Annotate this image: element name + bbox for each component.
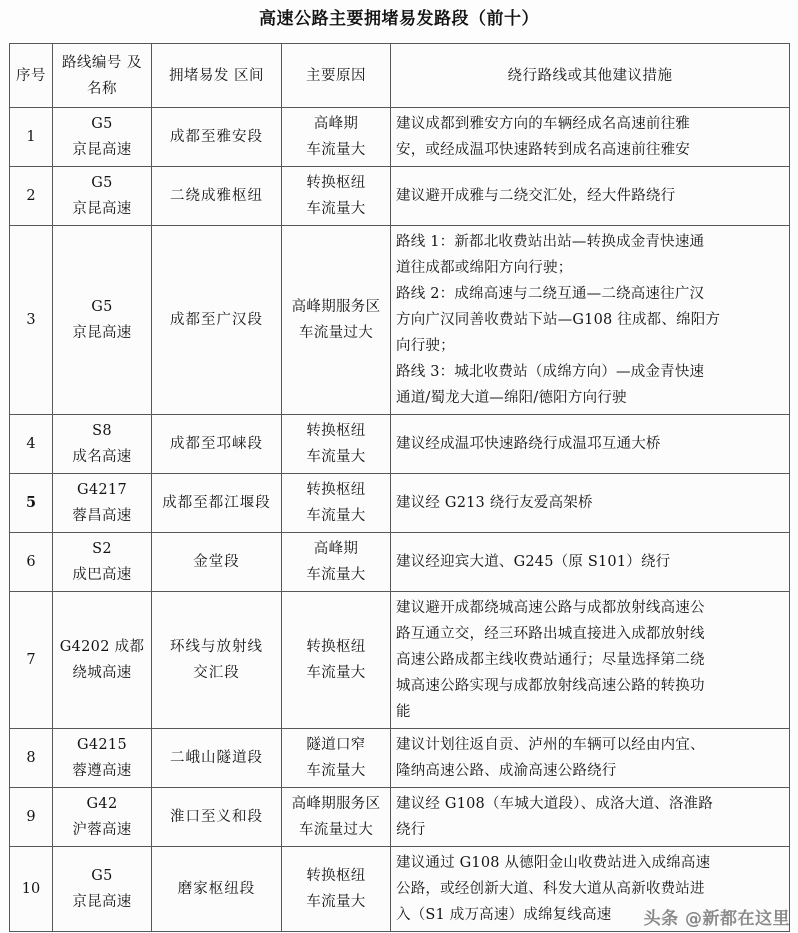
row-advice-line: 建议经 G108（车城大道段）、成洛大道、洛淮路 — [396, 796, 713, 812]
row-segment — [152, 592, 282, 729]
row-segment-text: 二峨山隧道段 — [170, 750, 263, 766]
row-advice-line: 入（S1 成万高速）成绵复线高速 — [396, 907, 612, 923]
row-advice — [391, 847, 790, 932]
row-route-name: 京昆高速 — [72, 325, 132, 341]
row-route-name: 蓉遵高速 — [72, 763, 132, 779]
table-body — [10, 108, 790, 932]
row-segment — [152, 474, 282, 533]
column-header-advice — [391, 44, 790, 108]
row-cause-line2: 车流量过大 — [299, 325, 373, 341]
row-advice — [391, 226, 790, 415]
row-cause-line1: 转换枢纽 — [306, 423, 366, 439]
row-segment — [152, 415, 282, 474]
row-route — [53, 108, 152, 167]
row-route-code: G42 — [86, 796, 118, 812]
row-cause-line1: 转换枢纽 — [306, 175, 366, 191]
row-index: 1 — [10, 108, 53, 167]
column-header-cause — [282, 44, 391, 108]
row-cause-line1: 高峰期 — [313, 116, 359, 132]
row-advice-line: 建议通过 G108 从德阳金山收费站进入成绵高速 — [396, 855, 711, 871]
row-segment-text: 磨家枢纽段 — [177, 881, 256, 897]
row-route — [53, 729, 152, 788]
row-cause — [282, 729, 391, 788]
column-header-segment-label-line2: 区间 — [234, 67, 265, 84]
table-row — [10, 415, 790, 474]
row-index: 10 — [10, 847, 53, 932]
row-advice-line: 路互通立交，经三环路出城直接进入成都放射线 — [396, 626, 705, 642]
row-index: 9 — [10, 788, 53, 847]
row-route-name: 成巴高速 — [72, 567, 132, 583]
page-title: 高速公路主要拥堵易发路段（前十） — [259, 9, 539, 29]
table-row — [10, 108, 790, 167]
row-cause-line1: 转换枢纽 — [306, 482, 366, 498]
table-row — [10, 167, 790, 226]
row-segment-text: 金堂段 — [193, 554, 240, 570]
row-segment-text: 成都至邛崃段 — [170, 436, 263, 452]
table-row — [10, 474, 790, 533]
row-route-code: G5 — [91, 116, 113, 132]
row-cause — [282, 788, 391, 847]
row-cause-line1: 转换枢纽 — [306, 639, 366, 655]
row-cause — [282, 533, 391, 592]
congestion-table-container — [9, 43, 789, 932]
column-header-index-label: 序号 — [16, 67, 46, 84]
row-advice-line: 绕行 — [396, 822, 426, 838]
row-segment — [152, 108, 282, 167]
row-route — [53, 847, 152, 932]
row-advice — [391, 108, 790, 167]
row-segment — [152, 167, 282, 226]
row-cause-line2: 车流量大 — [306, 894, 366, 910]
table-row — [10, 729, 790, 788]
row-advice-line: 高速公路成都主线收费站通行；尽量选择第二绕 — [396, 652, 705, 668]
row-advice — [391, 788, 790, 847]
row-route-name: 京昆高速 — [72, 201, 132, 217]
table-row — [10, 592, 790, 729]
row-advice-line: 公路，或经创新大道、科发大道从高新收费站进 — [396, 881, 705, 897]
row-advice-line: 城高速公路实现与成都放射线高速公路的转换功 — [396, 678, 705, 694]
row-route-code: G4215 — [77, 737, 127, 753]
row-advice-line: 路线 2：成绵高速与二绕互通—二绕高速往广汉 — [396, 286, 705, 302]
row-route — [53, 226, 152, 415]
row-cause-line2: 车流量大 — [306, 201, 366, 217]
row-segment — [152, 788, 282, 847]
row-cause — [282, 415, 391, 474]
row-index: 5 — [10, 474, 53, 533]
row-advice — [391, 415, 790, 474]
row-route-code: G5 — [91, 299, 113, 315]
row-cause — [282, 474, 391, 533]
row-route-name: 蓉昌高速 — [72, 508, 132, 524]
row-route-code: G4217 — [77, 482, 127, 498]
row-cause — [282, 226, 391, 415]
row-route-name: 京昆高速 — [72, 894, 132, 910]
row-route — [53, 474, 152, 533]
row-route-code: S8 — [92, 423, 112, 439]
row-advice — [391, 167, 790, 226]
row-index: 7 — [10, 592, 53, 729]
row-route-code: G4202 成都 — [59, 639, 145, 655]
column-header-index — [10, 44, 53, 108]
congestion-table — [9, 43, 790, 932]
row-cause-line2: 车流量过大 — [299, 822, 373, 838]
row-route — [53, 533, 152, 592]
row-cause-line2: 车流量大 — [306, 763, 366, 779]
column-header-route-label-line1: 路线编号 — [61, 54, 122, 71]
row-advice-line: 建议计划往返自贡、泸州的车辆可以经由内宜、 — [396, 737, 705, 753]
row-index: 2 — [10, 167, 53, 226]
row-cause — [282, 847, 391, 932]
column-header-segment-label-line1: 拥堵易发 — [168, 67, 229, 84]
row-advice-line: 建议经成温邛快速路绕行成温邛互通大桥 — [396, 436, 661, 452]
row-route-code: G5 — [91, 868, 113, 884]
row-cause-line2: 车流量大 — [306, 142, 366, 158]
row-route-code: S2 — [92, 541, 112, 557]
row-segment-line2: 交汇段 — [193, 665, 240, 681]
row-segment — [152, 729, 282, 788]
row-route-code: G5 — [91, 175, 113, 191]
column-header-advice-label: 绕行路线或其他建议措施 — [507, 67, 673, 84]
row-advice-line: 方向广汉同善收费站下站—G108 往成都、绵阳方 — [396, 312, 721, 328]
watermark: 头条 @新都在这里 — [643, 909, 790, 929]
row-cause-line2: 车流量大 — [306, 508, 366, 524]
row-route — [53, 788, 152, 847]
row-advice-line: 安，或经成温邛快速路转到成名高速前往雅安 — [396, 142, 690, 158]
row-segment — [152, 847, 282, 932]
table-row — [10, 533, 790, 592]
table-row — [10, 788, 790, 847]
row-route-name: 绕城高速 — [72, 665, 132, 681]
row-segment-text: 成都至都江堰段 — [162, 495, 271, 511]
row-segment — [152, 533, 282, 592]
row-advice-line: 向行驶； — [396, 338, 455, 354]
row-cause-line2: 车流量大 — [306, 665, 366, 681]
row-cause-line2: 车流量大 — [306, 567, 366, 583]
row-route-name: 成名高速 — [72, 449, 132, 465]
row-cause-line1: 隧道口窄 — [306, 737, 366, 753]
row-advice-line: 建议成都到雅安方向的车辆经成名高速前往雅 — [396, 116, 690, 132]
column-header-route — [53, 44, 152, 108]
row-index: 4 — [10, 415, 53, 474]
row-cause-line1: 高峰期服务区 — [291, 299, 381, 315]
column-header-segment — [152, 44, 282, 108]
table-row — [10, 226, 790, 415]
row-segment — [152, 226, 282, 415]
table-header — [10, 44, 790, 108]
row-cause-line1: 高峰期 — [313, 541, 359, 557]
row-advice-line: 路线 3：城北收费站（成绵方向）—成金青快速 — [396, 364, 705, 380]
row-advice-line: 建议经 G213 绕行友爱高架桥 — [396, 495, 593, 511]
row-advice-line: 建议避开成雅与二绕交汇处，经大件路绕行 — [396, 188, 676, 204]
row-cause-line2: 车流量大 — [306, 449, 366, 465]
row-segment-text: 二绕成雅枢纽 — [170, 188, 263, 204]
column-header-route-label-line2: 及名称 — [87, 54, 143, 97]
row-segment-text: 成都至广汉段 — [170, 312, 263, 328]
row-route — [53, 167, 152, 226]
row-index: 8 — [10, 729, 53, 788]
row-route-name: 京昆高速 — [72, 142, 132, 158]
row-cause — [282, 108, 391, 167]
row-cause-line1: 高峰期服务区 — [291, 796, 381, 812]
row-advice-line: 建议避开成都绕城高速公路与成都放射线高速公 — [396, 600, 705, 616]
row-cause-line1: 转换枢纽 — [306, 868, 366, 884]
row-index: 6 — [10, 533, 53, 592]
row-cause — [282, 592, 391, 729]
row-advice — [391, 729, 790, 788]
row-advice — [391, 592, 790, 729]
row-segment-text: 淮口至义和段 — [170, 809, 263, 825]
row-segment-text: 成都至雅安段 — [170, 129, 263, 145]
row-advice-line: 建议经迎宾大道、G245（原 S101）绕行 — [396, 554, 671, 570]
row-advice-line: 通道/蜀龙大道—绵阳/德阳方向行驶 — [396, 390, 627, 406]
row-advice — [391, 533, 790, 592]
row-segment-line1: 环线与放射线 — [170, 639, 263, 655]
row-advice — [391, 474, 790, 533]
row-advice-line: 隆纳高速公路、成渝高速公路绕行 — [396, 763, 617, 779]
table-row — [10, 847, 790, 932]
column-header-cause-label: 主要原因 — [306, 67, 366, 84]
row-advice-line: 路线 1：新都北收费站出站—转换成金青快速通 — [396, 234, 705, 250]
row-advice-line: 能 — [396, 704, 411, 720]
row-cause — [282, 167, 391, 226]
row-index: 3 — [10, 226, 53, 415]
row-route — [53, 592, 152, 729]
row-route — [53, 415, 152, 474]
row-route-name: 沪蓉高速 — [72, 822, 132, 838]
table-header-row — [10, 44, 790, 108]
row-advice-line: 道往成都或绵阳方向行驶； — [396, 260, 573, 276]
